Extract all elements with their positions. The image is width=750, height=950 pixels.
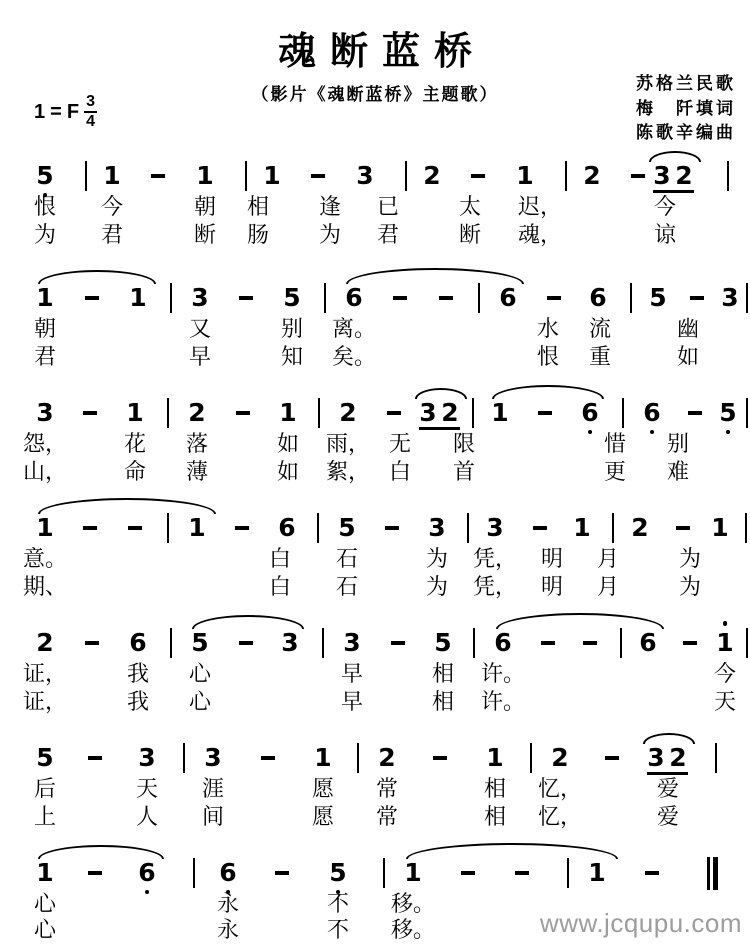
note-digit: 6 xyxy=(278,513,296,542)
lyric-syllable: 今 xyxy=(713,661,737,686)
lyric-syllable: 恨 xyxy=(536,344,560,369)
note-digit: 5 xyxy=(36,743,54,772)
lyric-syllable: 移。 xyxy=(390,917,436,942)
lyric-syllable: 别 xyxy=(666,431,690,456)
duration-dash xyxy=(439,296,453,300)
key-letter: F xyxy=(66,100,80,123)
lyric-syllable: 相 xyxy=(246,194,270,219)
barline xyxy=(467,513,469,543)
lyric-syllable: 今 xyxy=(100,194,124,219)
barline xyxy=(167,513,169,543)
slur-tie-arc xyxy=(192,615,304,629)
lyric-syllable: 花 xyxy=(123,431,147,456)
octave-dot xyxy=(650,430,655,435)
barline xyxy=(530,743,532,773)
note-digit: 1 xyxy=(188,513,206,542)
note-digit: 5 xyxy=(719,400,736,425)
final-barline xyxy=(707,857,718,890)
lyric-syllable: 肠 xyxy=(246,222,270,247)
meter-denominator: 4 xyxy=(86,113,95,130)
barline xyxy=(473,628,475,658)
note-digit: 2 xyxy=(423,161,441,190)
lyric-syllable: 移。 xyxy=(390,891,436,916)
barline xyxy=(167,398,169,428)
barline xyxy=(245,161,247,191)
duration-dash xyxy=(541,641,555,645)
lyric-syllable: 白 xyxy=(268,574,292,599)
duration-dash xyxy=(85,641,99,645)
lyric-syllable: 白 xyxy=(268,546,292,571)
lyric-syllable: 许。 xyxy=(480,661,526,686)
note-digit: 3 xyxy=(138,743,156,772)
lyric-syllable: 无 xyxy=(388,431,412,456)
note-digit: 1 xyxy=(573,513,591,542)
lyric-syllable: 爱 xyxy=(656,776,680,801)
barline xyxy=(727,161,729,191)
note-digit: 6 xyxy=(581,400,598,425)
note-digit: 3 xyxy=(419,398,437,427)
lyric-syllable: 心 xyxy=(188,661,212,686)
lyric-syllable: 矣。 xyxy=(331,344,377,369)
duration-dash xyxy=(236,411,250,415)
note-digit: 5 xyxy=(36,163,53,188)
note-digit: 6 xyxy=(494,628,512,657)
duration-dash xyxy=(515,871,529,875)
watermark: www.jcqupu.com xyxy=(539,908,742,938)
lyric-syllable: 为 xyxy=(678,546,702,571)
lyric-syllable: 断 xyxy=(193,222,217,247)
lyric-syllable: 为 xyxy=(425,574,449,599)
duration-dash xyxy=(471,174,485,178)
note-digit: 5 xyxy=(649,283,667,312)
note-digit: 1 xyxy=(404,858,422,887)
lyric-syllable: 凭， xyxy=(472,574,518,599)
duration-dash xyxy=(275,871,289,875)
lyric-syllable: 为 xyxy=(425,546,449,571)
duration-dash xyxy=(385,526,399,530)
note-digit: 6 xyxy=(219,860,236,885)
lyric-syllable: 如 xyxy=(276,431,300,456)
note-digit: 3 xyxy=(647,743,665,772)
duration-dash xyxy=(83,526,97,530)
lyric-syllable: 后 xyxy=(33,776,57,801)
note-digit: 2 xyxy=(36,628,54,657)
barline xyxy=(746,398,748,428)
slur-tie-arc xyxy=(415,388,467,399)
lyric-syllable: 幽 xyxy=(676,316,700,341)
lyric-syllable: 落 xyxy=(185,431,209,456)
eighth-beam-line xyxy=(653,190,694,193)
lyric-syllable: 如 xyxy=(676,344,700,369)
note-digit: 1 xyxy=(486,743,504,772)
slur-tie-arc xyxy=(649,151,701,162)
barline xyxy=(324,283,326,313)
final-barline-thick xyxy=(713,857,718,890)
note-digit: 3 xyxy=(721,283,739,312)
credit-origin: 苏格兰民歌 xyxy=(636,74,736,93)
duration-dash xyxy=(239,296,253,300)
lyric-syllable: 人 xyxy=(135,804,159,829)
octave-dot xyxy=(588,430,593,435)
note-digit: 6 xyxy=(129,628,147,657)
lyric-syllable: 朝 xyxy=(33,316,57,341)
note-digit: 3 xyxy=(343,628,361,657)
duration-dash xyxy=(88,871,102,875)
lyric-syllable: 君 xyxy=(33,344,57,369)
note-digit: 6 xyxy=(643,400,660,425)
note-digit: 5 xyxy=(338,513,356,542)
lyric-syllable: 恨 xyxy=(33,194,57,219)
duration-dash xyxy=(631,174,645,178)
lyric-syllable: 忆， xyxy=(537,804,583,829)
note-digit: 1 xyxy=(196,161,214,190)
duration-dash xyxy=(261,756,275,760)
barline xyxy=(357,743,359,773)
lyric-syllable: 期、 xyxy=(22,574,68,599)
note-digit: 3 xyxy=(653,161,671,190)
barline xyxy=(612,513,614,543)
lyric-syllable: 涯 xyxy=(201,776,225,801)
lyric-syllable: 心 xyxy=(33,917,57,942)
duration-dash xyxy=(683,641,697,645)
lyric-syllable: 天 xyxy=(135,776,159,801)
note-digit: 1 xyxy=(36,858,54,887)
lyric-syllable: 证， xyxy=(22,689,68,714)
slur-tie-arc xyxy=(38,270,156,284)
lyric-syllable: 明 xyxy=(540,546,564,571)
slur-tie-arc xyxy=(38,845,164,859)
slur-tie-arc xyxy=(38,498,216,514)
note-digit: 6 xyxy=(345,283,363,312)
lyric-syllable: 白 xyxy=(388,459,412,484)
lyric-syllable: 相 xyxy=(431,689,455,714)
note-digit: 1 xyxy=(263,161,281,190)
lyric-syllable: 更 xyxy=(603,459,627,484)
note-digit: 6 xyxy=(499,283,517,312)
lyric-syllable: 薄 xyxy=(185,459,209,484)
barline xyxy=(183,743,185,773)
lyric-syllable: 今 xyxy=(653,194,677,219)
note-digit: 1 xyxy=(103,161,121,190)
note-digit: 2 xyxy=(339,398,357,427)
lyric-syllable: 常 xyxy=(375,776,399,801)
octave-dot xyxy=(723,621,728,626)
lyric-syllable: 又 xyxy=(188,316,212,341)
note-digit: 5 xyxy=(283,283,301,312)
duration-dash xyxy=(461,871,475,875)
lyric-syllable: 天 xyxy=(713,689,737,714)
duration-dash xyxy=(88,756,102,760)
barline xyxy=(746,628,748,658)
barline xyxy=(383,858,385,888)
duration-dash xyxy=(311,174,325,178)
barline xyxy=(620,628,622,658)
lyric-syllable: 怨， xyxy=(22,431,68,456)
note-digit: 3 xyxy=(486,513,504,542)
note-digit: 1 xyxy=(588,858,606,887)
lyric-syllable: 永 xyxy=(216,891,240,916)
note-digit: 3 xyxy=(191,283,209,312)
barline xyxy=(745,513,747,543)
note-digit: 2 xyxy=(631,513,649,542)
lyric-syllable: 证， xyxy=(22,661,68,686)
note-digit: 2 xyxy=(551,743,569,772)
barline xyxy=(170,283,172,313)
note-digit: 5 xyxy=(329,860,346,885)
key-tonic: 1 xyxy=(34,100,46,123)
lyric-syllable: 逢 xyxy=(318,194,342,219)
note-digit: 2 xyxy=(583,161,601,190)
note-digit: 3 xyxy=(428,513,446,542)
duration-dash xyxy=(645,871,659,875)
barline xyxy=(318,398,320,428)
duration-dash xyxy=(433,756,447,760)
note-digit: 1 xyxy=(716,630,733,655)
credits-block xyxy=(636,72,736,146)
note-digit: 6 xyxy=(138,860,155,885)
lyric-syllable: 如 xyxy=(276,459,300,484)
lyric-syllable: 心 xyxy=(33,891,57,916)
lyric-syllable: 石 xyxy=(335,546,359,571)
lyric-syllable: 水 xyxy=(536,316,560,341)
note-digit: 3 xyxy=(356,161,374,190)
lyric-syllable: 命 xyxy=(123,459,147,484)
song-title: 魂断蓝桥 xyxy=(277,31,486,73)
eighth-beam-line xyxy=(647,772,688,775)
lyric-syllable: 石 xyxy=(335,574,359,599)
credit-lyricist: 梅 阡填词 xyxy=(636,98,736,118)
duration-dash xyxy=(605,756,619,760)
duration-dash xyxy=(583,641,597,645)
duration-dash xyxy=(85,296,99,300)
meter-numerator: 3 xyxy=(86,93,95,110)
lyric-syllable: 为 xyxy=(678,574,702,599)
lyric-syllable: 流 xyxy=(588,316,612,341)
note-digit: 2 xyxy=(675,161,693,190)
lyric-syllable: 魂， xyxy=(517,222,563,247)
final-barline-thin xyxy=(707,857,710,890)
note-digit: 1 xyxy=(491,398,509,427)
lyric-syllable: 山， xyxy=(22,459,68,484)
lyric-syllable: 君 xyxy=(376,222,400,247)
lyric-syllable: 迟， xyxy=(517,194,563,219)
lyric-syllable: 早 xyxy=(340,661,364,686)
barline xyxy=(746,283,748,313)
note-digit: 1 xyxy=(36,513,54,542)
barline xyxy=(170,628,172,658)
lyric-syllable: 难 xyxy=(666,459,690,484)
slur-tie-arc xyxy=(346,268,524,284)
lyric-syllable: 朝 xyxy=(193,194,217,219)
lyric-syllable: 限 xyxy=(452,431,476,456)
duration-dash xyxy=(690,296,704,300)
lyric-syllable: 早 xyxy=(188,344,212,369)
note-digit: 1 xyxy=(126,398,144,427)
note-digit: 1 xyxy=(279,398,297,427)
note-digit: 2 xyxy=(669,743,687,772)
octave-dot xyxy=(145,890,150,895)
lyric-syllable: 明 xyxy=(540,574,564,599)
barline xyxy=(567,858,569,888)
note-digit: 2 xyxy=(378,743,396,772)
slur-tie-arc xyxy=(492,385,604,399)
note-digit: 2 xyxy=(441,398,459,427)
lyric-syllable: 别 xyxy=(280,316,304,341)
time-signature xyxy=(84,94,97,130)
lyric-syllable: 相 xyxy=(483,804,507,829)
lyric-syllable: 谅 xyxy=(653,222,677,247)
song-subtitle: （影片《魂断蓝桥》主题歌） xyxy=(251,85,499,104)
barline xyxy=(322,628,324,658)
lyric-syllable: 不 xyxy=(326,917,350,942)
credit-arranger: 陈歌辛编曲 xyxy=(636,123,736,143)
lyric-syllable: 许。 xyxy=(480,689,526,714)
barline xyxy=(715,743,717,773)
note-digit: 6 xyxy=(589,283,607,312)
lyric-syllable: 离。 xyxy=(331,316,377,341)
lyric-syllable: 相 xyxy=(431,661,455,686)
lyric-syllable: 愿 xyxy=(311,776,335,801)
lyric-syllable: 絮， xyxy=(325,459,371,484)
duration-dash xyxy=(239,641,253,645)
note-digit: 1 xyxy=(516,161,534,190)
slur-tie-arc xyxy=(643,733,695,744)
barline xyxy=(565,161,567,191)
note-digit: 3 xyxy=(36,398,54,427)
duration-dash xyxy=(128,526,142,530)
lyric-syllable: 我 xyxy=(126,689,150,714)
lyric-syllable: 间 xyxy=(201,804,225,829)
lyric-syllable: 太 xyxy=(458,194,482,219)
lyric-syllable: 断 xyxy=(458,222,482,247)
barline xyxy=(622,398,624,428)
lyric-syllable: 重 xyxy=(588,344,612,369)
octave-dot xyxy=(726,430,731,435)
barline xyxy=(478,283,480,313)
barline xyxy=(193,858,195,888)
barline xyxy=(85,161,87,191)
lyric-syllable: 永 xyxy=(216,917,240,942)
lyric-syllable: 我 xyxy=(126,661,150,686)
duration-dash xyxy=(83,411,97,415)
barline xyxy=(405,161,407,191)
note-digit: 2 xyxy=(188,398,206,427)
duration-dash xyxy=(393,296,407,300)
lyric-syllable: 相 xyxy=(483,776,507,801)
lyric-syllable: 爱 xyxy=(656,804,680,829)
duration-dash xyxy=(547,296,561,300)
note-digit: 1 xyxy=(711,513,729,542)
lyric-syllable: 意。 xyxy=(22,546,68,571)
lyric-syllable: 雨， xyxy=(325,431,371,456)
lyric-syllable: 上 xyxy=(33,804,57,829)
duration-dash xyxy=(387,411,401,415)
slur-tie-arc xyxy=(496,613,664,629)
duration-dash xyxy=(151,174,165,178)
note-digit: 3 xyxy=(281,628,299,657)
key-signature xyxy=(34,94,97,130)
barline xyxy=(472,398,474,428)
barline xyxy=(630,283,632,313)
lyric-syllable: 知 xyxy=(280,344,304,369)
lyric-syllable: 月 xyxy=(596,574,620,599)
duration-dash xyxy=(538,411,552,415)
lyric-syllable: 君 xyxy=(100,222,124,247)
lyric-syllable: 月 xyxy=(596,546,620,571)
note-digit: 1 xyxy=(314,743,332,772)
note-digit: 5 xyxy=(434,628,452,657)
lyric-syllable: 首 xyxy=(452,459,476,484)
lyric-syllable: 惜 xyxy=(603,431,627,456)
duration-dash xyxy=(676,526,690,530)
note-digit: 5 xyxy=(191,628,209,657)
note-digit: 1 xyxy=(129,283,147,312)
lyric-syllable: 常 xyxy=(375,804,399,829)
barline xyxy=(317,513,319,543)
duration-dash xyxy=(235,526,249,530)
lyric-syllable: 凭， xyxy=(472,546,518,571)
note-digit: 6 xyxy=(639,628,657,657)
key-equals: = xyxy=(50,100,62,123)
lyric-syllable: 早 xyxy=(340,689,364,714)
note-digit: 3 xyxy=(204,743,222,772)
lyric-syllable: 为 xyxy=(318,222,342,247)
lyric-syllable: 心 xyxy=(188,689,212,714)
eighth-beam-line xyxy=(419,427,460,430)
lyric-syllable: 已 xyxy=(376,194,400,219)
slur-tie-arc xyxy=(406,843,618,859)
duration-dash xyxy=(533,526,547,530)
duration-dash xyxy=(688,411,702,415)
note-digit: 1 xyxy=(36,283,54,312)
lyric-syllable: 愿 xyxy=(311,804,335,829)
lyric-syllable: 不 xyxy=(326,891,350,916)
lyric-syllable: 为 xyxy=(33,222,57,247)
duration-dash xyxy=(391,641,405,645)
lyric-syllable: 忆， xyxy=(537,776,583,801)
